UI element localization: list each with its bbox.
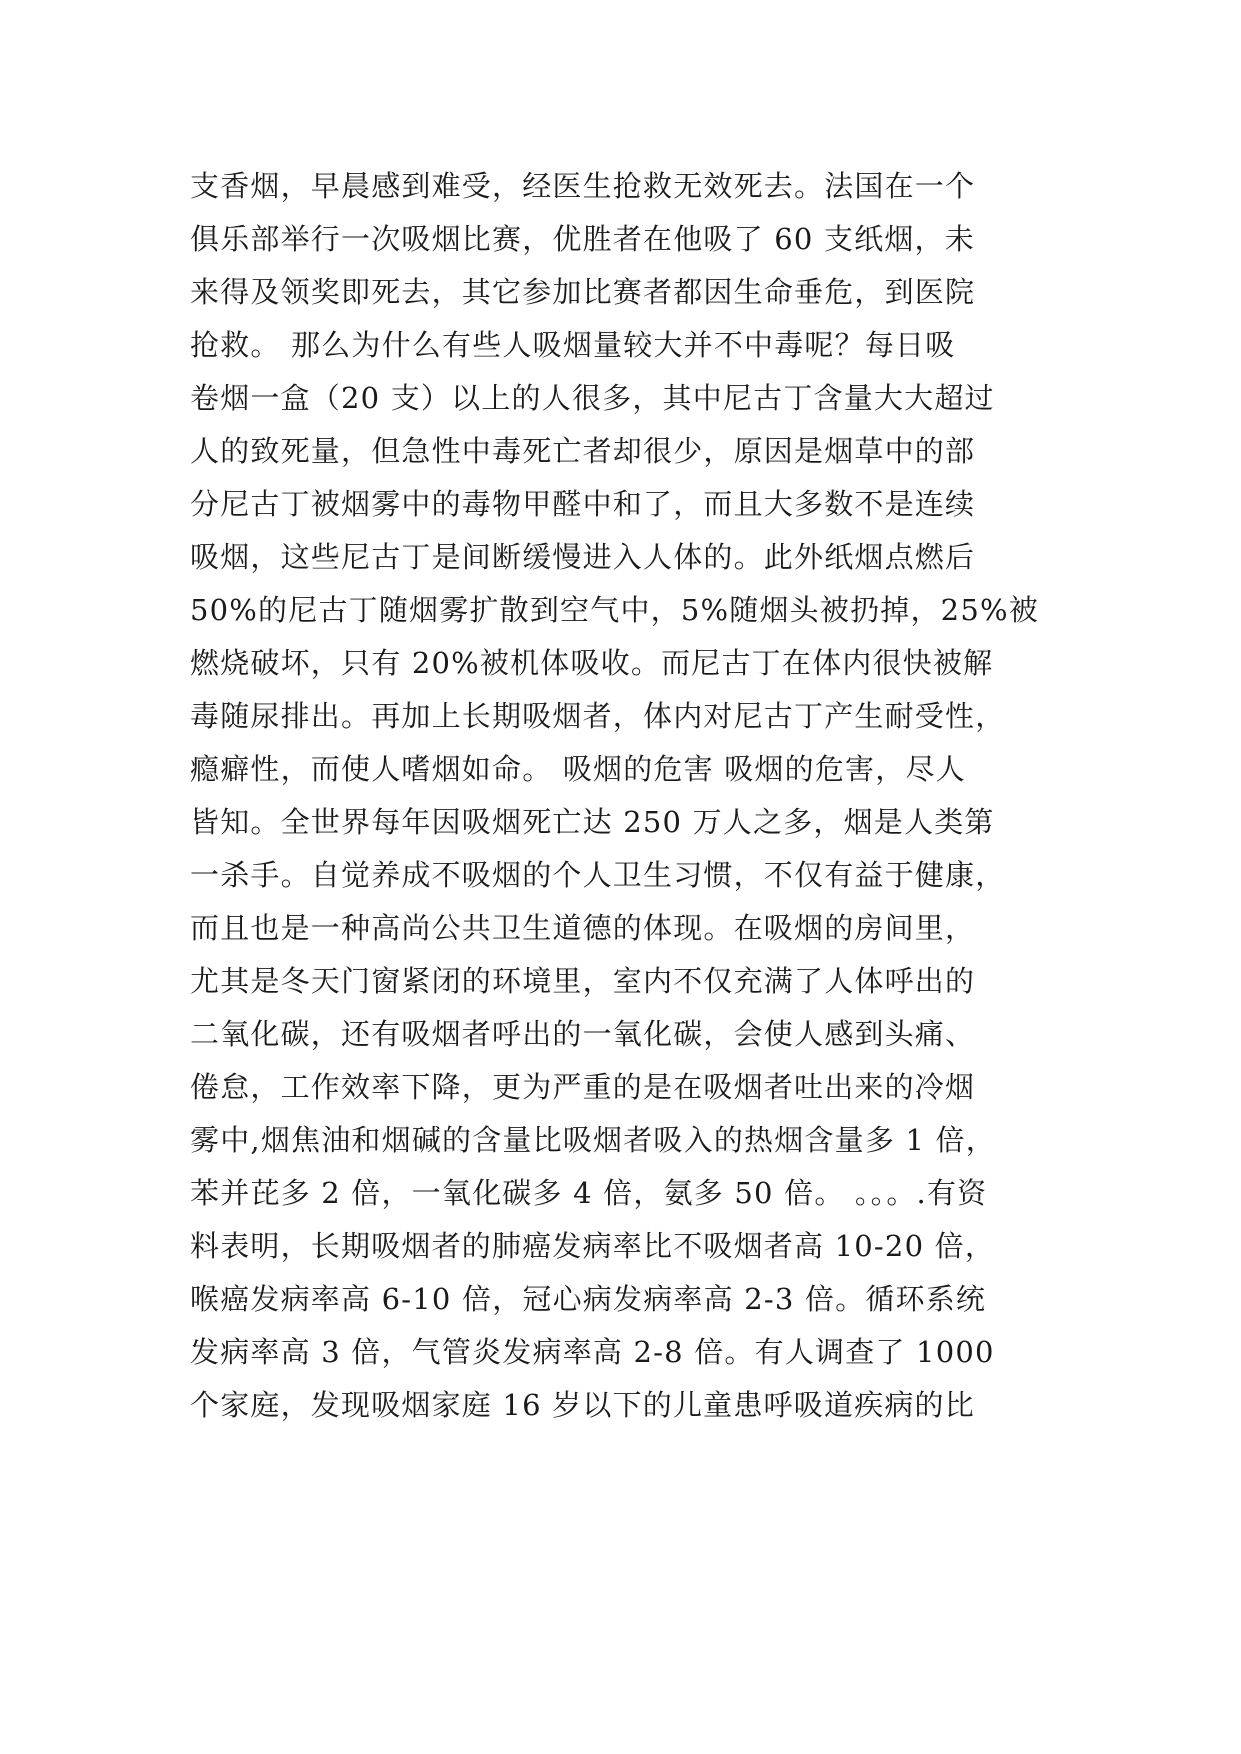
text-line: 料表明，长期吸烟者的肺癌发病率比不吸烟者高 10-20 倍， bbox=[190, 1229, 996, 1263]
text-line: 皆知。全世界每年因吸烟死亡达 250 万人之多，烟是人类第 bbox=[190, 805, 995, 839]
text-line: 毒随尿排出。再加上长期吸烟者，体内对尼古丁产生耐受性， bbox=[190, 699, 1006, 733]
text-line: 人的致死量，但急性中毒死亡者却很少，原因是烟草中的部 bbox=[190, 434, 976, 468]
text-line: 俱乐部举行一次吸烟比赛，优胜者在他吸了 60 支纸烟，未 bbox=[190, 222, 975, 256]
text-line: 倦怠，工作效率下降，更为严重的是在吸烟者吐出来的冷烟 bbox=[190, 1070, 976, 1104]
text-line: 发病率高 3 倍，气管炎发病率高 2-8 倍。有人调查了 1000 bbox=[190, 1335, 995, 1369]
body-text bbox=[190, 160, 1070, 1432]
text-line: 来得及领奖即死去，其它参加比赛者都因生命垂危，到医院 bbox=[190, 275, 976, 309]
text-line: 而且也是一种高尚公共卫生道德的体现。在吸烟的房间里， bbox=[190, 911, 976, 945]
text-line: 卷烟一盒（20 支）以上的人很多，其中尼古丁含量大大超过 bbox=[190, 381, 995, 415]
text-line: 个家庭，发现吸烟家庭 16 岁以下的儿童患呼吸道疾病的比 bbox=[190, 1388, 975, 1422]
text-line: 抢救。 那么为什么有些人吸烟量较大并不中毒呢？每日吸 bbox=[190, 328, 956, 362]
text-line: 雾中,烟焦油和烟碱的含量比吸烟者吸入的热烟含量多 1 倍， bbox=[190, 1123, 996, 1157]
text-line: 50%的尼古丁随烟雾扩散到空气中，5%随烟头被扔掉，25%被 bbox=[190, 593, 1039, 627]
text-line: 二氧化碳，还有吸烟者呼出的一氧化碳，会使人感到头痛、 bbox=[190, 1017, 976, 1051]
text-line: 一杀手。自觉养成不吸烟的个人卫生习惯，不仅有益于健康， bbox=[190, 858, 1006, 892]
text-line: 吸烟，这些尼古丁是间断缓慢进入人体的。此外纸烟点燃后 bbox=[190, 540, 976, 574]
text-line: 苯并芘多 2 倍，一氧化碳多 4 倍，氨多 50 倍。 。。。.有资 bbox=[190, 1176, 988, 1210]
text-line: 分尼古丁被烟雾中的毒物甲醛中和了，而且大多数不是连续 bbox=[190, 487, 976, 521]
text-line: 燃烧破坏，只有 20%被机体吸收。而尼古丁在体内很快被解 bbox=[190, 646, 994, 680]
text-line: 支香烟，早晨感到难受，经医生抢救无效死去。法国在一个 bbox=[190, 169, 976, 203]
text-line: 尤其是冬天门窗紧闭的环境里，室内不仅充满了人体呼出的 bbox=[190, 964, 976, 998]
text-line: 喉癌发病率高 6-10 倍，冠心病发病率高 2-3 倍。循环系统 bbox=[190, 1282, 987, 1316]
text-line: 瘾癖性，而使人嗜烟如命。 吸烟的危害 吸烟的危害，尽人 bbox=[190, 752, 966, 786]
